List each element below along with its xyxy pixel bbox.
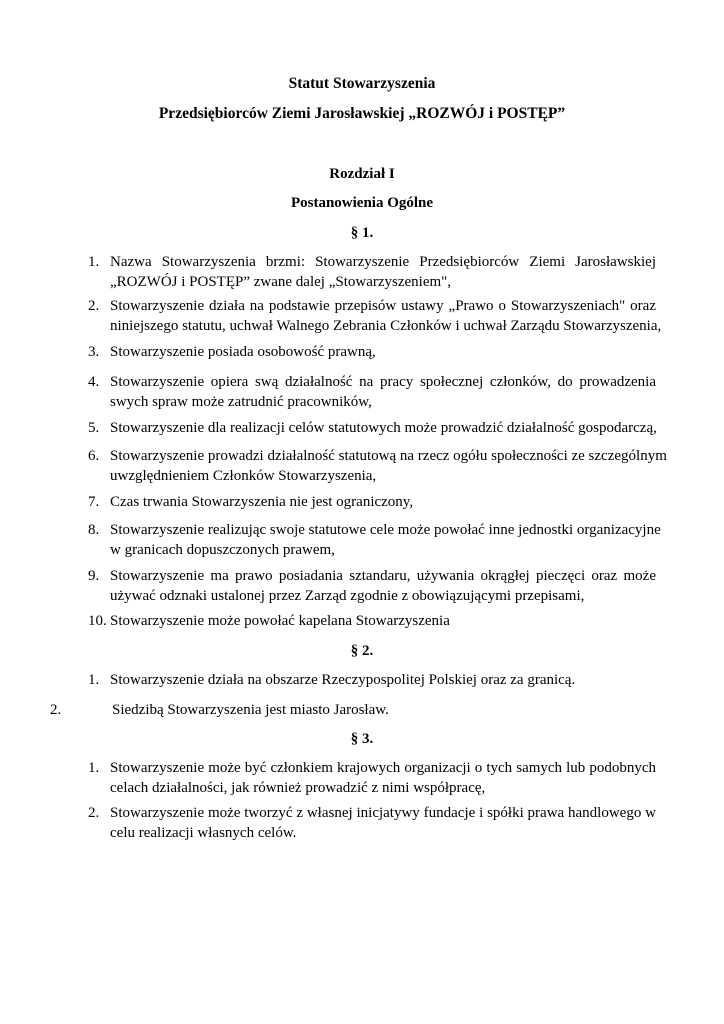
item-text — [110, 670, 656, 690]
item-number: 1. — [88, 254, 100, 270]
item-number: 7. — [88, 494, 100, 510]
item-number: 2. — [88, 298, 100, 314]
item-number: 4. — [88, 374, 100, 390]
item-text-line: Stowarzyszenie prowadzi działalność statutową na rzecz ogółu społeczności ze szczególnym — [110, 448, 667, 464]
item-number: 6. — [88, 448, 100, 464]
chapter-subtitle: Postanowienia Ogólne — [290, 195, 434, 211]
item-text — [110, 252, 656, 292]
item-text-line: niniejszego statutu, uchwał Walnego Zebrania Członków i uchwał Zarządu Stowarzyszenia, — [110, 318, 662, 334]
section-heading-3: § 3. — [350, 731, 374, 747]
item-text-line: Stowarzyszenie może powołać kapelana Stowarzyszenia — [110, 613, 450, 629]
item-number: 9. — [88, 568, 100, 584]
item-text-line: Stowarzyszenie działa na obszarze Rzeczypospolitej Polskiej oraz za granicą. — [110, 672, 576, 688]
item-text-line: używać odznaki ustalonej przez Zarząd zgodnie z obowiązującymi przepisami, — [110, 588, 585, 604]
item-number: 3. — [88, 344, 100, 360]
document-title-line-1: Statut Stowarzyszenia — [288, 75, 436, 92]
item-text-line: Stowarzyszenie może być członkiem krajowych organizacji o tych samych lub podobnych — [110, 760, 656, 776]
chapter-heading: Rozdział I — [329, 166, 395, 182]
item-text-line: Stowarzyszenie może tworzyć z własnej inicjatywy fundacje i spółki prawa handlowego w — [110, 805, 656, 821]
item-text — [110, 566, 656, 606]
item-text-line: Stowarzyszenie działa na podstawie przepisów ustawy „Prawo o Stowarzyszeniach" oraz — [110, 298, 656, 314]
item-number: 1. — [88, 760, 100, 776]
section-heading-2: § 2. — [350, 643, 374, 659]
item-text — [110, 296, 662, 336]
document-title-line-2: Przedsiębiorców Ziemi Jarosławskiej „ROZWÓJ i POSTĘP” — [158, 105, 566, 122]
item-text — [110, 611, 656, 631]
item-text — [110, 520, 661, 560]
item-text-line: Siedzibą Stowarzyszenia jest miasto Jarosław. — [112, 702, 389, 718]
item-text — [110, 492, 656, 512]
item-text-line: uwzględnieniem Członków Stowarzyszenia, — [110, 468, 377, 484]
item-number: 2. — [50, 702, 62, 718]
item-text-line: Stowarzyszenie realizując swoje statutowe cele może powołać inne jednostki organizacyjne — [110, 522, 661, 538]
item-text-line: „ROZWÓJ i POSTĘP” zwane dalej „Stowarzyszeniem", — [110, 274, 452, 290]
item-number: 10. — [88, 613, 107, 629]
item-number: 2. — [88, 805, 100, 821]
item-text-line: w granicach dopuszczonych prawem, — [110, 542, 335, 558]
item-text — [110, 372, 656, 412]
item-text-line: Stowarzyszenie dla realizacji celów statutowych może prowadzić działalność gospodarczą, — [110, 420, 657, 436]
item-text — [110, 342, 656, 362]
item-text-line: Stowarzyszenie opiera swą działalność na pracy społecznej członków, do prowadzenia — [110, 374, 656, 390]
item-number: 1. — [88, 672, 100, 688]
item-text — [112, 700, 612, 720]
item-text — [110, 446, 667, 486]
item-text — [110, 418, 656, 438]
item-text — [110, 803, 656, 843]
section-heading-1: § 1. — [350, 225, 374, 241]
item-text-line: swych spraw może zatrudnić pracowników, — [110, 394, 372, 410]
item-text-line: celu realizacji własnych celów. — [110, 825, 297, 841]
item-text-line: celach działalności, jak również prowadzić z nimi współpracę, — [110, 780, 486, 796]
item-number: 5. — [88, 420, 100, 436]
item-number: 8. — [88, 522, 100, 538]
item-text-line: Nazwa Stowarzyszenia brzmi: Stowarzyszenie Przedsiębiorców Ziemi Jarosławskiej — [110, 254, 656, 270]
item-text-line: Stowarzyszenie ma prawo posiadania sztandaru, używania okrągłej pieczęci oraz może — [110, 568, 656, 584]
item-text-line: Czas trwania Stowarzyszenia nie jest ograniczony, — [110, 494, 414, 510]
item-text — [110, 758, 656, 798]
item-text-line: Stowarzyszenie posiada osobowość prawną, — [110, 344, 376, 360]
